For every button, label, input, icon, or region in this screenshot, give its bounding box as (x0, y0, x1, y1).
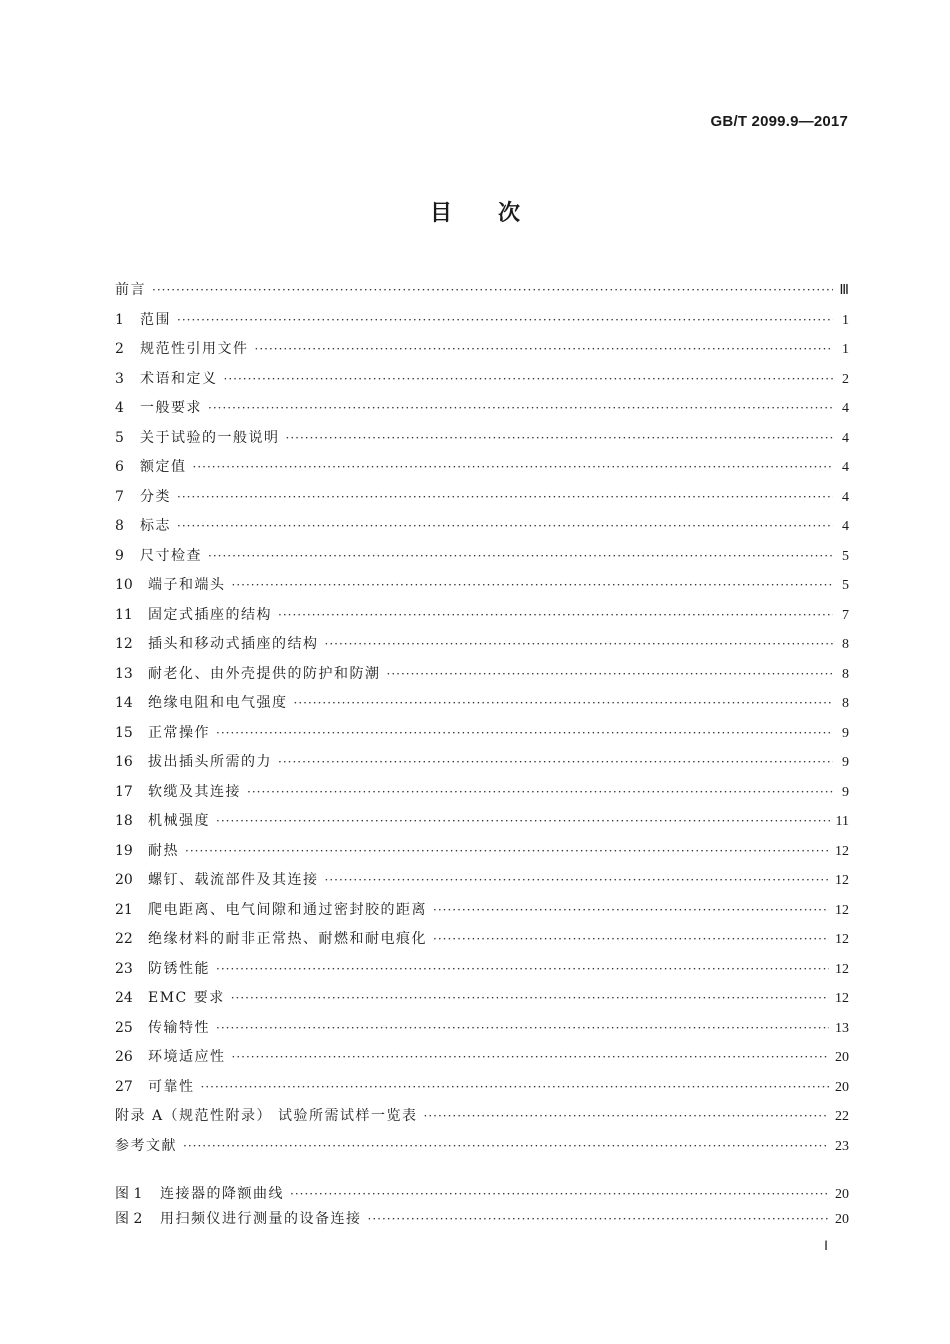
toc-entry-page: 9 (842, 755, 849, 770)
toc-entry-page: 5 (842, 548, 849, 564)
toc-entry-page: 4 (842, 519, 849, 534)
toc-entry[interactable] (115, 365, 849, 395)
toc-entry[interactable] (115, 630, 849, 660)
dot-leader (224, 365, 834, 395)
toc-entry-page: 4 (842, 430, 849, 446)
toc-entry-number: 12 (115, 636, 133, 652)
toc-entry-page: 9 (842, 784, 849, 800)
toc-entry-page: 8 (842, 637, 849, 652)
dot-leader (286, 424, 834, 454)
toc-entry-title: 防锈性能 (148, 960, 210, 977)
toc-entry-title: 螺钉、载流部件及其连接 (148, 872, 319, 888)
toc-entry-title: 附录 A（规范性附录） 试验所需试样一览表 (115, 1108, 418, 1124)
toc-entry-title: 耐老化、由外壳提供的防护和防潮 (148, 665, 381, 682)
dot-leader (201, 1073, 830, 1103)
list-of-figures (115, 1182, 849, 1232)
dot-leader (208, 394, 833, 424)
toc-entry-label (115, 1182, 284, 1207)
toc-entry[interactable] (115, 306, 849, 336)
toc-entry-label (115, 778, 241, 808)
toc-entry-label (115, 1073, 195, 1103)
dot-leader (193, 453, 834, 483)
toc-entry-page: 9 (842, 725, 849, 741)
toc-entry-page: 20 (835, 1212, 849, 1227)
toc-entry-page: 20 (835, 1050, 849, 1065)
toc-entry-title: 一般要求 (140, 400, 202, 416)
toc-entry-number: 图 2 (115, 1211, 143, 1227)
toc-entry-label (115, 1014, 210, 1044)
toc-entry[interactable] (115, 719, 849, 749)
toc-entry-title: 可靠性 (148, 1078, 195, 1095)
toc-entry-label (115, 483, 171, 513)
toc-entry[interactable] (115, 424, 849, 454)
toc-entry[interactable] (115, 276, 849, 306)
dot-leader (232, 1043, 830, 1073)
dot-leader (294, 689, 834, 719)
toc-entry-page: 4 (842, 401, 849, 416)
toc-entry-label (115, 276, 146, 306)
toc-entry[interactable] (115, 453, 849, 483)
toc-entry-label (115, 335, 249, 365)
toc-entry-number: 27 (115, 1078, 133, 1095)
dot-leader (247, 778, 833, 808)
toc-entry-title: 端子和端头 (148, 577, 226, 593)
toc-entry-page: 20 (835, 1187, 849, 1202)
toc-entry-number: 16 (115, 754, 133, 770)
dot-leader (433, 925, 829, 955)
toc-entry-page: 8 (842, 666, 849, 682)
toc-entry-label (115, 719, 210, 749)
toc-entry-title: 额定值 (140, 459, 187, 475)
toc-entry-title: 绝缘电阻和电气强度 (148, 695, 288, 711)
toc-entry-title: 用扫频仪进行测量的设备连接 (160, 1211, 362, 1227)
toc-entry-label (115, 955, 210, 985)
toc-entry-number: 4 (115, 400, 124, 416)
toc-entry-label (115, 748, 272, 778)
toc-entry-page: 5 (842, 578, 849, 593)
toc-entry[interactable] (115, 1132, 849, 1162)
toc-entry-label (115, 542, 202, 572)
toc-entry-number: 20 (115, 872, 133, 888)
toc-entry-title: 前言 (115, 282, 146, 298)
toc-entry-label (115, 896, 427, 926)
toc-entry-title: EMC 要求 (148, 990, 225, 1006)
toc-entry-number: 8 (115, 518, 124, 534)
dot-leader (278, 601, 833, 631)
toc-entry-number: 15 (115, 724, 133, 741)
toc-entry-number: 10 (115, 577, 133, 593)
dot-leader (216, 955, 829, 985)
dot-leader (216, 1014, 829, 1044)
toc-entry-title: 尺寸检查 (140, 547, 202, 564)
dot-leader (208, 542, 833, 572)
table-of-contents (115, 276, 849, 1161)
toc-entry-title: 环境适应性 (148, 1049, 226, 1065)
dot-leader (231, 984, 829, 1014)
figure-entry[interactable] (115, 1182, 849, 1207)
toc-entry[interactable] (115, 1043, 849, 1073)
toc-entry-number: 1 (115, 311, 124, 328)
toc-entry-number: 25 (115, 1019, 133, 1036)
toc-entry[interactable] (115, 1014, 849, 1044)
toc-entry-number: 6 (115, 459, 124, 475)
toc-entry[interactable] (115, 601, 849, 631)
toc-entry-title: 固定式插座的结构 (148, 606, 272, 623)
toc-entry-title: 传输特性 (148, 1019, 210, 1036)
toc-entry-page: 20 (835, 1079, 849, 1095)
toc-entry[interactable] (115, 335, 849, 365)
toc-entry-page: 12 (835, 902, 849, 918)
dot-leader (185, 837, 829, 867)
toc-entry-label (115, 866, 319, 896)
toc-entry-title: 分类 (140, 488, 171, 505)
dot-leader (177, 483, 833, 513)
dot-leader (387, 660, 834, 690)
toc-entry[interactable] (115, 512, 849, 542)
toc-entry-label (115, 453, 187, 483)
toc-entry-label (115, 630, 319, 660)
toc-entry-page: 8 (842, 696, 849, 711)
toc-entry-label (115, 660, 381, 690)
dot-leader (433, 896, 829, 926)
dot-leader (290, 1182, 829, 1207)
toc-entry-label (115, 365, 218, 395)
dot-leader (278, 748, 833, 778)
toc-entry-page: 23 (835, 1138, 849, 1154)
toc-entry-number: 2 (115, 341, 124, 357)
dot-leader (325, 866, 830, 896)
toc-entry-title: 术语和定义 (140, 370, 218, 387)
toc-entry-number: 24 (115, 990, 133, 1006)
toc-entry-page: 4 (842, 489, 849, 505)
toc-entry-number: 26 (115, 1049, 133, 1065)
toc-entry-label (115, 837, 179, 867)
toc-entry[interactable] (115, 778, 849, 808)
dot-leader (325, 630, 834, 660)
toc-entry-title: 连接器的降额曲线 (160, 1186, 284, 1202)
toc-entry-label (115, 394, 202, 424)
toc-entry-label (115, 984, 225, 1014)
toc-entry-number: 3 (115, 370, 124, 387)
toc-entry-title: 正常操作 (148, 724, 210, 741)
toc-entry-number: 5 (115, 429, 124, 446)
toc-entry[interactable] (115, 837, 849, 867)
dot-leader (216, 807, 830, 837)
toc-entry-page: 7 (842, 607, 849, 623)
toc-entry[interactable] (115, 483, 849, 513)
toc-entry[interactable] (115, 955, 849, 985)
toc-entry-number: 19 (115, 842, 133, 859)
toc-entry[interactable] (115, 689, 849, 719)
toc-entry-title: 规范性引用文件 (140, 341, 249, 357)
toc-entry-label (115, 601, 272, 631)
toc-entry-label (115, 424, 280, 454)
dot-leader (216, 719, 833, 749)
toc-entry[interactable] (115, 748, 849, 778)
toc-entry-page: 12 (835, 873, 849, 888)
toc-entry-title: 插头和移动式插座的结构 (148, 636, 319, 652)
standard-code: GB/T 2099.9—2017 (710, 113, 848, 130)
toc-entry-title: 参考文献 (115, 1137, 177, 1154)
toc-entry-title: 爬电距离、电气间隙和通过密封胶的距离 (148, 901, 427, 918)
toc-entry-page: Ⅲ (839, 283, 849, 298)
dot-leader (183, 1132, 829, 1162)
dot-leader (232, 571, 834, 601)
dot-leader (424, 1102, 829, 1132)
toc-entry[interactable] (115, 394, 849, 424)
page-title: 目次 (429, 201, 566, 226)
toc-entry-number: 23 (115, 960, 133, 977)
toc-entry-page: 13 (835, 1020, 849, 1036)
toc-entry-number: 11 (115, 606, 133, 623)
toc-entry[interactable] (115, 542, 849, 572)
toc-entry-title: 关于试验的一般说明 (140, 429, 280, 446)
toc-entry-label (115, 512, 171, 542)
dot-leader (177, 512, 833, 542)
dot-leader (177, 306, 833, 336)
toc-entry-page: 4 (842, 460, 849, 475)
toc-entry-page: 11 (835, 814, 849, 829)
toc-entry[interactable] (115, 925, 849, 955)
toc-entry-page: 12 (835, 991, 849, 1006)
toc-entry[interactable] (115, 807, 849, 837)
toc-entry-label (115, 306, 171, 336)
toc-entry-number: 7 (115, 488, 124, 505)
dot-leader (255, 335, 834, 365)
toc-entry-label (115, 1207, 362, 1232)
toc-entry-number: 图 1 (115, 1186, 143, 1202)
toc-entry[interactable] (115, 1073, 849, 1103)
toc-entry-title: 拔出插头所需的力 (148, 754, 272, 770)
toc-entry-number: 9 (115, 547, 124, 564)
toc-entry-number: 18 (115, 813, 133, 829)
toc-entry[interactable] (115, 984, 849, 1014)
toc-entry[interactable] (115, 1102, 849, 1132)
toc-entry-title: 软缆及其连接 (148, 783, 241, 800)
toc-entry-number: 17 (115, 783, 133, 800)
toc-entry-title: 绝缘材料的耐非正常热、耐燃和耐电痕化 (148, 931, 427, 947)
toc-entry[interactable] (115, 896, 849, 926)
toc-entry-page: 12 (835, 932, 849, 947)
toc-entry-title: 耐热 (148, 842, 179, 859)
toc-entry-label (115, 1132, 177, 1162)
toc-entry-label (115, 807, 210, 837)
dot-leader (368, 1207, 830, 1232)
toc-entry-page: 12 (835, 961, 849, 977)
toc-entry-page: 12 (835, 843, 849, 859)
toc-entry[interactable] (115, 571, 849, 601)
toc-entry[interactable] (115, 866, 849, 896)
dot-leader (152, 276, 833, 306)
toc-entry-title: 机械强度 (148, 813, 210, 829)
toc-entry-label (115, 925, 427, 955)
toc-entry-title: 范围 (140, 311, 171, 328)
toc-entry-number: 22 (115, 931, 133, 947)
toc-entry-page: 1 (842, 342, 849, 357)
toc-entry-label (115, 1043, 226, 1073)
toc-entry-page: 22 (835, 1109, 849, 1124)
toc-entry-title: 标志 (140, 518, 171, 534)
toc-entry-page: 2 (842, 371, 849, 387)
figure-entry[interactable] (115, 1207, 849, 1232)
toc-entry-number: 13 (115, 665, 133, 682)
toc-entry-number: 21 (115, 901, 133, 918)
toc-entry-number: 14 (115, 695, 133, 711)
toc-entry-label (115, 1102, 418, 1132)
toc-entry-label (115, 689, 288, 719)
page-number: Ⅰ (824, 1238, 828, 1253)
toc-entry[interactable] (115, 660, 849, 690)
toc-entry-label (115, 571, 226, 601)
toc-entry-page: 1 (842, 312, 849, 328)
